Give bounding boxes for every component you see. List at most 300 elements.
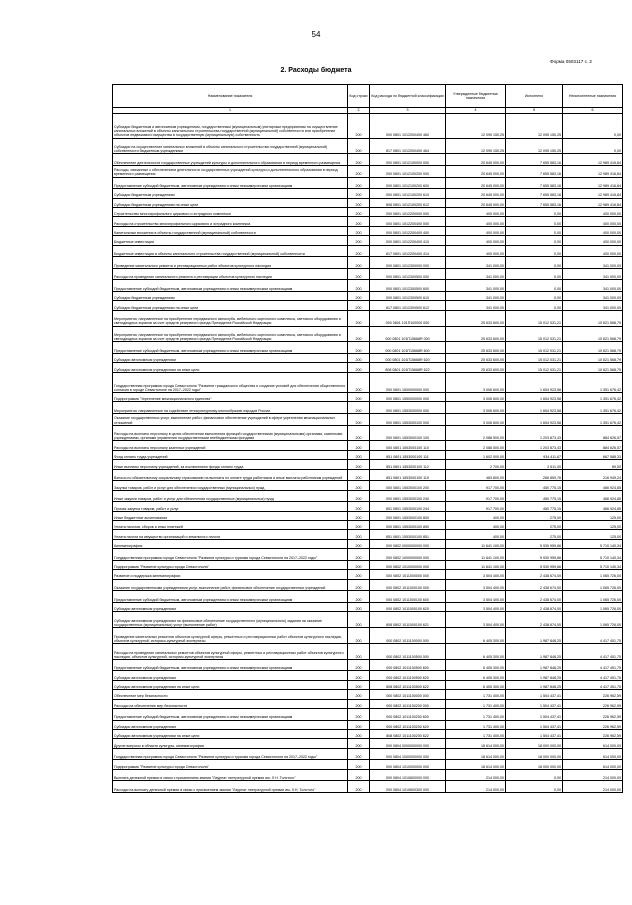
column-number: 6 [563, 108, 623, 114]
row-executed: 0,00 [506, 226, 563, 235]
row-name: Иные закупки товаров, работ и услуг для обеспечения государственных (муниципальных) нужд [113, 490, 348, 502]
row-unexecuted: 400 000,00 [563, 217, 623, 226]
row-line-code: 200 [348, 643, 370, 659]
row-classification-code: 000 0801 1553000100 800 [370, 511, 446, 520]
row-executed: 1 654 923,58 [506, 372, 563, 392]
row-classification-code: 851 0801 1553000100 112 [370, 460, 446, 469]
row-line-code: 200 [348, 372, 370, 392]
row-unexecuted: 1 065 726,00 [563, 612, 623, 628]
row-line-code: 200 [348, 217, 370, 226]
row-unexecuted: 89,00 [563, 460, 623, 469]
row-unexecuted: 466 924,85 [563, 490, 623, 502]
row-unexecuted: 5 710 140,34 [563, 539, 623, 548]
row-name: Выплата денежной премии в связи с присвоением звания "Лауреат литературной премии им. Л.Н. Толстого" [113, 769, 348, 781]
page-number: 54 [311, 30, 321, 39]
row-approved: 400,00 [446, 530, 506, 539]
row-name: Развитие и поддержка кинематографии [113, 570, 348, 579]
row-unexecuted: 1 351 676,42 [563, 372, 623, 392]
row-classification-code: 000 0801 1012100000 000 [370, 154, 446, 166]
row-executed: 0,00 [506, 268, 563, 280]
row-line-code: 200 [348, 560, 370, 569]
table-row [113, 342, 623, 354]
row-approved: 3 006 600,00 [446, 402, 506, 414]
table-row [113, 372, 623, 392]
table-row [113, 739, 623, 748]
row-name: Расходы на обеспечение мер безопасности [113, 699, 348, 708]
header-executed: Исполнено [506, 85, 563, 108]
row-unexecuted: 12 989 416,84 [563, 189, 623, 198]
row-name: Субсидии автономным учреждениям [113, 602, 348, 611]
row-executed: 5 930 959,66 [506, 539, 563, 548]
row-executed: 7 655 583,16 [506, 154, 563, 166]
row-approved: 25 633 600,00 [446, 342, 506, 354]
row-line-code: 200 [348, 739, 370, 748]
table-row [113, 781, 623, 793]
row-classification-code: 000 0801 1012000400 460 [370, 114, 446, 139]
row-executed: 0,00 [506, 257, 563, 269]
row-classification-code: 000 0802 1011000100 600 [370, 591, 446, 603]
row-classification-code: 000 0801 1012100200 600 [370, 177, 446, 189]
row-executed: 15 012 031,21 [506, 363, 563, 372]
row-executed: 275,00 [506, 511, 563, 520]
row-classification-code: 000 0804 1010600300 000 [370, 781, 446, 793]
row-unexecuted: 0,00 [563, 114, 623, 139]
row-unexecuted: 341 000,00 [563, 301, 623, 310]
row-unexecuted: 400 000,00 [563, 226, 623, 235]
row-approved: 25 633 600,00 [446, 310, 506, 326]
row-line-code: 200 [348, 310, 370, 326]
row-approved: 20 645 000,00 [446, 154, 506, 166]
row-unexecuted: 125,00 [563, 511, 623, 520]
row-unexecuted: 1 351 676,42 [563, 402, 623, 414]
row-executed: 1 504 437,41 [506, 708, 563, 720]
row-classification-code: 851 0801 1553000100 111 [370, 450, 446, 459]
row-executed: 450 775,15 [506, 481, 563, 490]
row-line-code: 200 [348, 257, 370, 269]
row-line-code: 200 [348, 236, 370, 245]
row-classification-code: 000 0801 1553000100 240 [370, 490, 446, 502]
table-row [113, 699, 623, 708]
row-approved: 3 006 600,00 [446, 414, 506, 426]
row-line-code: 200 [348, 659, 370, 671]
row-line-code: 200 [348, 342, 370, 354]
row-unexecuted: 4 417 451,75 [563, 659, 623, 671]
row-name: Предоставление субсидий бюджетным, автономным учреждениям и иным некоммерческим организациям [113, 342, 348, 354]
row-line-code: 200 [348, 291, 370, 300]
row-approved: 1 602 000,00 [446, 450, 506, 459]
row-line-code: 200 [348, 441, 370, 450]
row-classification-code: 000 0801 101П100000 000 [370, 310, 446, 326]
row-line-code: 200 [348, 207, 370, 216]
row-approved: 3 504 400,00 [446, 612, 506, 628]
row-executed: 275,00 [506, 521, 563, 530]
row-line-code: 200 [348, 402, 370, 414]
row-unexecuted: 1 351 676,42 [563, 414, 623, 426]
row-line-code: 200 [348, 729, 370, 738]
table-row [113, 189, 623, 198]
row-line-code: 200 [348, 460, 370, 469]
section-title: 2. Расходы бюджета [280, 67, 352, 74]
row-line-code: 200 [348, 502, 370, 511]
row-classification-code: 000 0801 1012300000 000 [370, 257, 446, 269]
row-classification-code: 000 0802 1011100500 600 [370, 659, 446, 671]
row-name: Прочая закупка товаров, работ и услуг [113, 502, 348, 511]
row-name: Субсидии автономным учреждениям на иные цели [113, 729, 348, 738]
table-row [113, 326, 623, 342]
table-row [113, 414, 623, 426]
table-row [113, 165, 623, 177]
header-approved: Утвержденные бюджетные назначения [446, 85, 506, 108]
row-unexecuted: 12 989 416,84 [563, 198, 623, 207]
row-approved: 11 641 100,00 [446, 560, 506, 569]
row-approved: 11 641 100,00 [446, 549, 506, 561]
row-unexecuted: 400 000,00 [563, 245, 623, 257]
row-unexecuted: 125,00 [563, 521, 623, 530]
row-unexecuted: 1 065 726,00 [563, 602, 623, 611]
row-line-code: 200 [348, 114, 370, 139]
table-row [113, 602, 623, 611]
row-name: Субсидии автономным учреждениям [113, 671, 348, 680]
row-name: Фонд оплаты труда учреждений [113, 450, 348, 459]
row-name: Проведение капитального ремонта и реставрационных работ объектов культурного наследия [113, 257, 348, 269]
row-approved: 3 504 400,00 [446, 591, 506, 603]
row-unexecuted: 10 621 568,79 [563, 326, 623, 342]
row-approved: 20 645 000,00 [446, 177, 506, 189]
row-name: Взносы по обязательному социальному страхованию на выплаты по оплате труда работников и иные выплаты работникам учреждений [113, 469, 348, 481]
row-approved: 6 405 300,00 [446, 671, 506, 680]
row-unexecuted: 466 924,85 [563, 502, 623, 511]
row-name: Субсидии автономным учреждениям [113, 720, 348, 729]
row-approved: 917 700,00 [446, 490, 506, 502]
row-unexecuted: 12 989 416,84 [563, 177, 623, 189]
table-row [113, 729, 623, 738]
row-unexecuted: 216 949,24 [563, 469, 623, 481]
row-name: Расходы, связанные с обеспечением деятельности государственных учреждений культуры и дополнительного образования в период временного размещения [113, 165, 348, 177]
row-name: Субсидии бюджетным учреждениям на иные цели [113, 301, 348, 310]
row-executed: 1 987 848,25 [506, 659, 563, 671]
table-row [113, 301, 623, 310]
row-approved: 341 000,00 [446, 291, 506, 300]
row-executed: 5 930 959,66 [506, 549, 563, 561]
row-executed: 0,00 [506, 781, 563, 793]
table-row [113, 539, 623, 548]
row-name: Подпрограмма "Развитие культуры города Севастополя" [113, 560, 348, 569]
table-row [113, 530, 623, 539]
header-unexecuted: Неисполненные назначения [563, 85, 623, 108]
row-line-code: 200 [348, 280, 370, 292]
row-unexecuted: 614 000,00 [563, 739, 623, 748]
row-approved: 25 633 600,00 [446, 326, 506, 342]
table-row [113, 769, 623, 781]
row-unexecuted: 4 417 451,75 [563, 643, 623, 659]
row-classification-code: 000 0802 1011100500 620 [370, 671, 446, 680]
table-row [113, 481, 623, 490]
row-executed: 0,00 [506, 217, 563, 226]
row-name: Предоставление субсидий бюджетным, автономным учреждениям и иным некоммерческим организациям [113, 280, 348, 292]
row-approved: 400,00 [446, 521, 506, 530]
row-executed: 2 438 674,00 [506, 602, 563, 611]
row-name: Расходы на строительство многопрофильного циркового и эстрадного комплекса [113, 217, 348, 226]
row-classification-code: 817 0801 1012300500 612 [370, 301, 446, 310]
table-row [113, 291, 623, 300]
row-name: Государственная программа города Севастополя "Развитие гражданского общества и создание условий для обеспечения общественного согласия в городе Севастополе на 2017–2022 годы" [113, 372, 348, 392]
row-unexecuted: 214 000,00 [563, 781, 623, 793]
table-row [113, 402, 623, 414]
header-line-code: Код строки [348, 85, 370, 108]
row-line-code: 200 [348, 760, 370, 769]
table-row [113, 643, 623, 659]
row-name: Проведение капитальных ремонтов объектов культурной сферы, ремонтных и реставрационных работ объектов культурного наследия, объектов культурной, историко-культурной экспертизы [113, 628, 348, 644]
row-unexecuted: 466 924,85 [563, 481, 623, 490]
row-name: Подпрограмма "Укрепление межнационального единства" [113, 393, 348, 402]
row-approved: 400 000,00 [446, 207, 506, 216]
row-classification-code: 000 0801 1553000000 000 [370, 402, 446, 414]
row-approved: 1 731 400,00 [446, 690, 506, 699]
row-line-code: 200 [348, 301, 370, 310]
row-line-code: 200 [348, 226, 370, 235]
row-unexecuted: 1 351 676,42 [563, 393, 623, 402]
table-row [113, 138, 623, 154]
row-unexecuted: 341 000,00 [563, 291, 623, 300]
row-name: Расходы на выплату денежной премии в связи с присвоением звания "Лауреат литературной премии им. Л.Н. Толстого" [113, 781, 348, 793]
row-approved: 20 645 000,00 [446, 165, 506, 177]
row-executed: 18 000 000,00 [506, 748, 563, 760]
row-executed: 275,00 [506, 530, 563, 539]
row-executed: 15 012 031,21 [506, 342, 563, 354]
column-number: 4 [446, 108, 506, 114]
row-line-code: 200 [348, 602, 370, 611]
table-row [113, 450, 623, 459]
row-classification-code: 000 0801 1012300500 600 [370, 280, 446, 292]
expenses-table [112, 84, 623, 793]
row-unexecuted: 12 989 416,84 [563, 154, 623, 166]
row-executed: 450 775,15 [506, 490, 563, 502]
row-executed: 7 655 583,16 [506, 198, 563, 207]
table-row [113, 469, 623, 481]
row-unexecuted: 5 710 140,34 [563, 560, 623, 569]
row-approved: 917 700,00 [446, 502, 506, 511]
row-approved: 483 800,00 [446, 469, 506, 481]
row-classification-code: 000 0801 101П15668R 600 [370, 342, 446, 354]
row-unexecuted: 0,00 [563, 138, 623, 154]
row-approved: 3 006 600,00 [446, 372, 506, 392]
row-classification-code: 000 0801 1012200400 000 [370, 217, 446, 226]
row-executed: 12 095 150,25 [506, 138, 563, 154]
row-executed: 0,00 [506, 301, 563, 310]
row-line-code: 200 [348, 189, 370, 198]
row-classification-code: 000 0802 0000000000 000 [370, 539, 446, 548]
row-unexecuted: 400 000,00 [563, 236, 623, 245]
table-row [113, 690, 623, 699]
table-row [113, 720, 623, 729]
table-row [113, 310, 623, 326]
row-line-code: 200 [348, 138, 370, 154]
row-line-code: 200 [348, 690, 370, 699]
row-approved: 18 614 000,00 [446, 760, 506, 769]
row-unexecuted: 10 621 568,79 [563, 310, 623, 326]
table-header-row [113, 85, 623, 108]
row-executed: 450 775,15 [506, 502, 563, 511]
row-executed: 0,00 [506, 207, 563, 216]
row-line-code: 200 [348, 393, 370, 402]
table-row [113, 154, 623, 166]
row-executed: 18 000 000,00 [506, 739, 563, 748]
table-row [113, 268, 623, 280]
table-row [113, 245, 623, 257]
row-line-code: 200 [348, 165, 370, 177]
table-row [113, 549, 623, 561]
table-row [113, 760, 623, 769]
row-classification-code: 000 0802 1011000100 620 [370, 602, 446, 611]
table-row [113, 217, 623, 226]
table-row [113, 425, 623, 441]
row-unexecuted: 4 417 451,75 [563, 680, 623, 689]
table-row [113, 393, 623, 402]
row-executed: 7 655 583,16 [506, 189, 563, 198]
row-executed: 1 654 923,58 [506, 402, 563, 414]
table-row [113, 207, 623, 216]
row-unexecuted: 5 710 140,34 [563, 549, 623, 561]
row-name: Субсидии бюджетным учреждениям [113, 291, 348, 300]
row-line-code: 200 [348, 511, 370, 520]
row-name: Обеспечение мер безопасности [113, 690, 348, 699]
row-approved: 341 000,00 [446, 257, 506, 269]
table-row [113, 354, 623, 363]
row-approved: 3 504 400,00 [446, 579, 506, 591]
row-approved: 20 645 000,00 [446, 198, 506, 207]
table-row [113, 612, 623, 628]
row-name: Субсидии на осуществление капитальных вложений в объекты капитального строительства государственной (муниципальной) собственности бюджетным учреждениям [113, 138, 348, 154]
row-line-code: 200 [348, 539, 370, 548]
row-line-code: 200 [348, 699, 370, 708]
row-approved: 1 731 400,00 [446, 720, 506, 729]
column-number: 5 [506, 108, 563, 114]
row-classification-code: 851 0801 1553000100 851 [370, 530, 446, 539]
row-classification-code: 000 0802 1011100000 000 [370, 690, 446, 699]
row-classification-code: 000 0801 1012200000 000 [370, 207, 446, 216]
row-executed: 1 654 923,58 [506, 393, 563, 402]
table-row [113, 502, 623, 511]
row-name: Оказание государственными учреждениями услуг, выполнение работ, финансовое обеспечение государственных учреждений [113, 579, 348, 591]
row-name: Субсидии бюджетным учреждениям [113, 189, 348, 198]
row-line-code: 200 [348, 268, 370, 280]
column-number: 1 [113, 108, 348, 114]
row-line-code: 200 [348, 708, 370, 720]
row-line-code: 200 [348, 450, 370, 459]
row-executed: 1 987 848,25 [506, 628, 563, 644]
row-classification-code: 000 0801 1012100200 000 [370, 165, 446, 177]
row-line-code: 200 [348, 628, 370, 644]
row-classification-code: 000 0804 1010000000 000 [370, 760, 446, 769]
row-name: Расходы на выплаты персоналу в целях обеспечения выполнения функций государственными (муниципальными) органами, казенными учреждениями, органами управления государственными внебюджетными фондами [113, 425, 348, 441]
row-executed: 7 655 583,16 [506, 177, 563, 189]
row-line-code: 200 [348, 363, 370, 372]
row-line-code: 200 [348, 720, 370, 729]
row-executed: 1 987 848,25 [506, 671, 563, 680]
row-approved: 1 731 400,00 [446, 699, 506, 708]
row-executed: 2 438 674,00 [506, 570, 563, 579]
row-name: Субсидии бюджетным и автономным учреждениям, государственным (муниципальным) унитарным предприятиям на осуществление капитальных вложений в объекты капитального строительства государственной (муниципальной) собственности или приобретение объектов недвижимого имущества в государственную (муниципальную) собственность [113, 114, 348, 139]
row-classification-code: 000 0802 1011100200 620 [370, 720, 446, 729]
row-name: Мероприятия, направленные на содействие этнокультурному многообразию народов России [113, 402, 348, 414]
table-row [113, 363, 623, 372]
row-line-code: 200 [348, 154, 370, 166]
row-name: Предоставление субсидий бюджетным, автономным учреждениям и иным некоммерческим организациям [113, 177, 348, 189]
row-executed: 2 438 674,00 [506, 591, 563, 603]
row-name: Расходы на проведение капитального ремонта и реставрации объектов культурного наследия [113, 268, 348, 280]
row-name: Мероприятия, направленные на приобретение передвижного автоклуба, мебельного оценочного комплекса, светового оборудования и светодиодных экранов за счет средств резервного фонда Президента Российской Федерации [113, 310, 348, 326]
table-row [113, 708, 623, 720]
row-executed: 1 203 873,43 [506, 425, 563, 441]
row-executed: 0,00 [506, 236, 563, 245]
row-approved: 6 405 300,00 [446, 659, 506, 671]
row-classification-code: 000 0802 1011000000 000 [370, 570, 446, 579]
table-row [113, 579, 623, 591]
row-line-code: 200 [348, 591, 370, 603]
row-line-code: 200 [348, 177, 370, 189]
form-code: Форма 0503117 с. 2 [550, 59, 592, 64]
row-executed: 0,00 [506, 280, 563, 292]
row-line-code: 200 [348, 326, 370, 342]
row-unexecuted: 1 065 726,00 [563, 591, 623, 603]
row-name: Расходы на проведение капитальных ремонтов объектов культурной сферы, ремонтных и реставрационных работ объектов культурного наследия, объектов культурной, историко-культурной экспертизы [113, 643, 348, 659]
row-executed: 1 987 848,25 [506, 680, 563, 689]
row-line-code: 200 [348, 781, 370, 793]
row-name: Предоставление субсидий бюджетным, автономным учреждениям и иным некоммерческим организациям [113, 708, 348, 720]
row-unexecuted: 1 065 726,00 [563, 570, 623, 579]
row-line-code: 200 [348, 481, 370, 490]
row-approved: 3 504 400,00 [446, 570, 506, 579]
row-approved: 18 614 000,00 [446, 748, 506, 760]
row-executed: 15 012 031,21 [506, 310, 563, 326]
table-row [113, 591, 623, 603]
row-unexecuted: 400 000,00 [563, 207, 623, 216]
row-approved: 25 633 600,00 [446, 354, 506, 363]
table-row [113, 198, 623, 207]
row-line-code: 200 [348, 579, 370, 591]
row-executed: 1 504 437,41 [506, 690, 563, 699]
row-approved: 3 006 600,00 [446, 393, 506, 402]
row-line-code: 200 [348, 469, 370, 481]
row-classification-code: 000 0802 1010000000 000 [370, 560, 446, 569]
row-classification-code: 000 0802 1011100200 600 [370, 708, 446, 720]
row-approved: 917 700,00 [446, 481, 506, 490]
header-classification-code: Код расхода по бюджетной классификации [370, 85, 446, 108]
row-executed: 934 411,67 [506, 450, 563, 459]
row-classification-code: 000 0802 1011000100 000 [370, 579, 446, 591]
row-executed: 1 654 923,58 [506, 414, 563, 426]
row-classification-code: 000 0801 1553000100 110 [370, 441, 446, 450]
table-row [113, 177, 623, 189]
row-classification-code: 808 0801 101П15668R 622 [370, 363, 446, 372]
row-name: Капитальные вложения в объекты государственной (муниципальной) собственности [113, 226, 348, 235]
row-approved: 400,00 [446, 511, 506, 520]
row-unexecuted: 226 962,59 [563, 729, 623, 738]
row-executed: 266 850,76 [506, 469, 563, 481]
row-approved: 2 700,00 [446, 460, 506, 469]
row-approved: 11 641 100,00 [446, 539, 506, 548]
row-unexecuted: 341 000,00 [563, 280, 623, 292]
row-approved: 214 000,00 [446, 769, 506, 781]
row-unexecuted: 884 626,57 [563, 425, 623, 441]
row-classification-code: 000 0802 1000000000 000 [370, 549, 446, 561]
row-classification-code: 000 0801 1553000100 850 [370, 521, 446, 530]
row-approved: 20 645 000,00 [446, 189, 506, 198]
table-row [113, 521, 623, 530]
row-classification-code: 000 0801 1553000100 200 [370, 481, 446, 490]
row-executed: 1 203 873,43 [506, 441, 563, 450]
table-row [113, 560, 623, 569]
